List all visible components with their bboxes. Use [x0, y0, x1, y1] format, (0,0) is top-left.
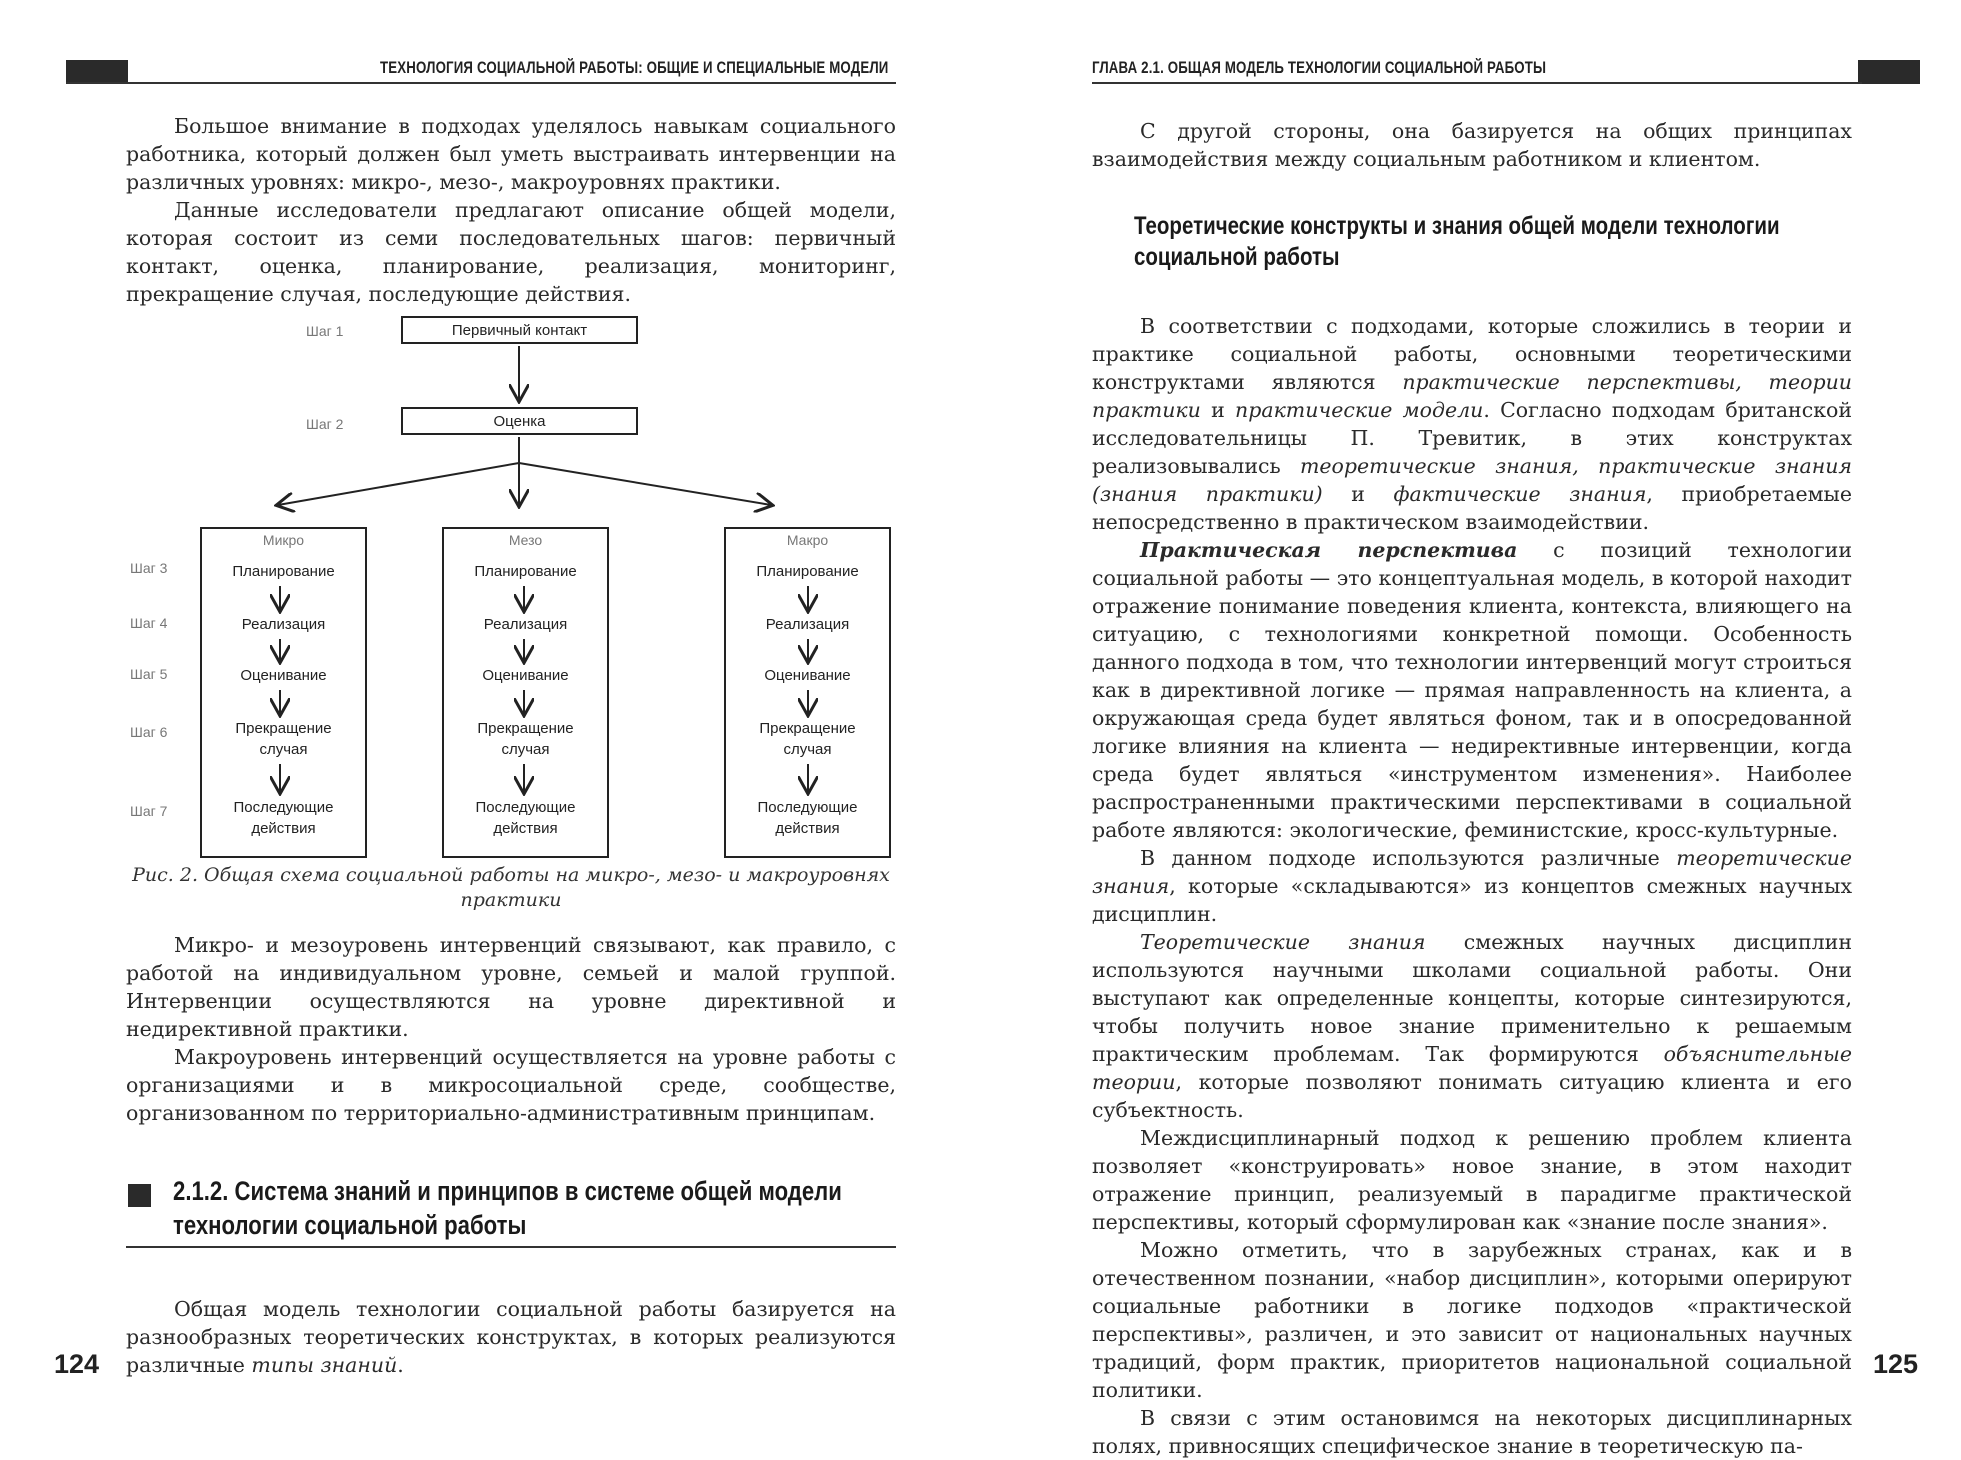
step-label: Шаг 6 [130, 724, 168, 740]
micro-item: Прекращение случая [235, 720, 332, 758]
mezo-item: Оценивание [482, 667, 569, 684]
left-middle-text [126, 931, 896, 1127]
running-header-right: ГЛАВА 2.1. ОБЩАЯ МОДЕЛЬ ТЕХНОЛОГИИ СОЦИАЛЬНОЙ РАБОТЫ [1092, 58, 1547, 77]
micro-item: Планирование [232, 563, 335, 580]
bold-italic-span: Практическая перспектива [1140, 538, 1518, 562]
paragraph: Данные исследователи предлагают описание общей модели, которая состоит из семи последовательных шагов: первичный контакт, оценка, планирование, реализация, мониторинг, прекращение случая, последующие действия. [126, 198, 896, 306]
italic-span: практические перспективы, теории практики [1092, 370, 1852, 422]
paragraph [1092, 536, 1852, 844]
macro-item: Реализация [765, 616, 850, 633]
text-span: . Согласно подходам британской исследовательницы П. Тревитик, в этих конструктах реализовывались [1092, 398, 1853, 478]
italic-span: практические модели [1235, 398, 1484, 422]
section-heading-line: технологии социальной работы [173, 1210, 527, 1240]
page-number-right: 125 [1873, 1349, 1919, 1379]
paragraph [1092, 312, 1852, 536]
left-bottom-text [126, 1295, 896, 1379]
paragraph: В связи с этим остановимся на некоторых дисциплинарных полях, привносящих специфическое знание в теоретическую па- [1092, 1406, 1852, 1458]
macro-item: Оценивание [764, 667, 851, 684]
left-page [0, 0, 980, 1439]
text-span: Общая модель технологии социальной работы базируется на разнообразных теоретических конструктах, в которых реализуются различные [126, 1297, 896, 1377]
micro-column-title: Микро [262, 532, 305, 548]
assessment-box: Оценка [401, 407, 638, 435]
macro-column-title: Макро [786, 532, 829, 548]
section-heading [173, 1174, 862, 1242]
step-label: Шаг 5 [130, 666, 168, 682]
text-span: В соответствии с подходами, которые сложились в теории и практике социальной работы, основными теоретическими конструктами являются [1092, 314, 1852, 394]
paragraph [126, 1295, 896, 1379]
text-span: с позиций технологии социальной работы — это концептуальная модель, в которой находит отражение понимание поведения клиента, контекста, влияющего на ситуацию, с технологиями конкретной помощи. Особенность данного подхода в том, что технологии интервенций могут строиться как в директивной логике — прямая направленность на клиента, а окружающая среда будет являться фоном, так и в опосредованной логике влияния на клиента — недирективные интервенции, когда среда будет являться «инструментом изменения». Наиболее распространенными практическими перспективами в социальной работе являются: экологические, феминистские, кросс-культурные. [1092, 538, 1852, 842]
mezo-column-title: Мезо [508, 532, 543, 548]
section-marker-icon [128, 1184, 151, 1207]
micro-item: Оценивание [240, 667, 327, 684]
step-label: Шаг 3 [130, 560, 168, 576]
italic-span: типы знаний [251, 1353, 398, 1377]
first-contact-box: Первичный контакт [401, 316, 638, 344]
page-number-left: 124 [54, 1349, 100, 1379]
paragraph: Можно отметить, что в зарубежных странах, как и в отечественном познании, «набор дисциплин», которыми оперируют социальные работники в логике подходов «практической перспективы», различен, и это зависит от национальных научных традиций, форм практик, приоритетов национальной социальной политики. [1092, 1238, 1852, 1402]
text-span: и [1322, 482, 1394, 506]
subsection-heading-line: социальной работы [1134, 243, 1340, 271]
figure-caption: Рис. 2. Общая схема социальной работы на микро-, мезо- и макроуровнях практики [132, 864, 890, 911]
step-label: Шаг 1 [306, 323, 344, 339]
text-span: , приобретаемые непосредственно в практическом взаимодействии. [1092, 482, 1852, 534]
step-label: Шаг 2 [306, 416, 344, 432]
right-page [980, 0, 1960, 1458]
header-bar-right [1858, 60, 1920, 84]
section-heading-line: 2.1.2. Система знаний и принципов в системе общей модели [173, 1176, 842, 1206]
text-span: и [1200, 398, 1236, 422]
macro-item: Прекращение случая [759, 720, 856, 758]
paragraph: Большое внимание в подходах уделялось навыкам социального работника, который должен был уметь выстраивать интервенции на различных уровнях: микро-, мезо-, макроуровнях практики. [126, 114, 896, 194]
micro-item: Последующие действия [233, 799, 334, 837]
mezo-item: Планирование [474, 563, 577, 580]
macro-item: Последующие действия [757, 799, 858, 837]
subsection-heading-line: Теоретические конструкты и знания общей модели технологии [1134, 212, 1780, 240]
right-main-text [1092, 312, 1852, 1460]
text-span: . [397, 1353, 404, 1377]
paragraph: Макроуровень интервенций осуществляется на уровне работы с организациями и в микросоциальной среде, сообществе, организованном по территориально-административным принципам. [126, 1045, 896, 1125]
paragraph [1092, 844, 1852, 928]
step-label: Шаг 4 [130, 615, 168, 631]
text-span: , которые позволяют понимать ситуацию клиента и его субъектность. [1092, 1070, 1852, 1122]
paragraph [1092, 928, 1852, 1124]
subsection-heading [1134, 211, 1847, 273]
text-span: В данном подходе используются различные [1140, 846, 1677, 870]
section-rule [126, 1246, 896, 1248]
right-intro-text [1092, 117, 1852, 173]
step-label: Шаг 7 [130, 803, 168, 819]
italic-span: теоретические знания, практические знания (знания практики) [1092, 454, 1853, 506]
text-span: смежных научных дисциплин используются научными школами социальной работы. Они выступают как определенные концепты, которые синтезируются, чтобы получить новое знание применительно к решаемым практическим проблемам. Так формируются [1092, 930, 1852, 1066]
mezo-item: Прекращение случая [477, 720, 574, 758]
italic-span: теоретические знания [1092, 846, 1852, 898]
macro-item: Планирование [756, 563, 859, 580]
header-rule-right [1092, 82, 1862, 84]
mezo-item: Последующие действия [475, 799, 576, 837]
italic-span: объяснительные теории [1092, 1042, 1852, 1094]
mezo-item: Реализация [483, 616, 568, 633]
paragraph: Междисциплинарный подход к решению проблем клиента позволяет «конструировать» новое знание, в этом находит отражение принцип, реализуемый в парадигме практической перспективы, который сформулирован как «знание после знания». [1092, 1126, 1852, 1234]
paragraph: С другой стороны, она базируется на общих принципах взаимодействия между социальным работником и клиентом. [1092, 119, 1852, 171]
paragraph: Микро- и мезоуровень интервенций связывают, как правило, с работой на индивидуальном уровне, семьей и малой группой. Интервенции осуществляются на уровне директивной и недирективной практики. [126, 933, 896, 1041]
text-span: , которые «складываются» из концептов смежных научных дисциплин. [1092, 874, 1852, 926]
micro-item: Реализация [241, 616, 326, 633]
italic-span: фактические знания [1393, 482, 1647, 506]
running-header-left: ТЕХНОЛОГИЯ СОЦИАЛЬНОЙ РАБОТЫ: ОБЩИЕ И СПЕЦИАЛЬНЫЕ МОДЕЛИ [380, 58, 889, 77]
italic-span: Теоретические знания [1140, 930, 1426, 954]
